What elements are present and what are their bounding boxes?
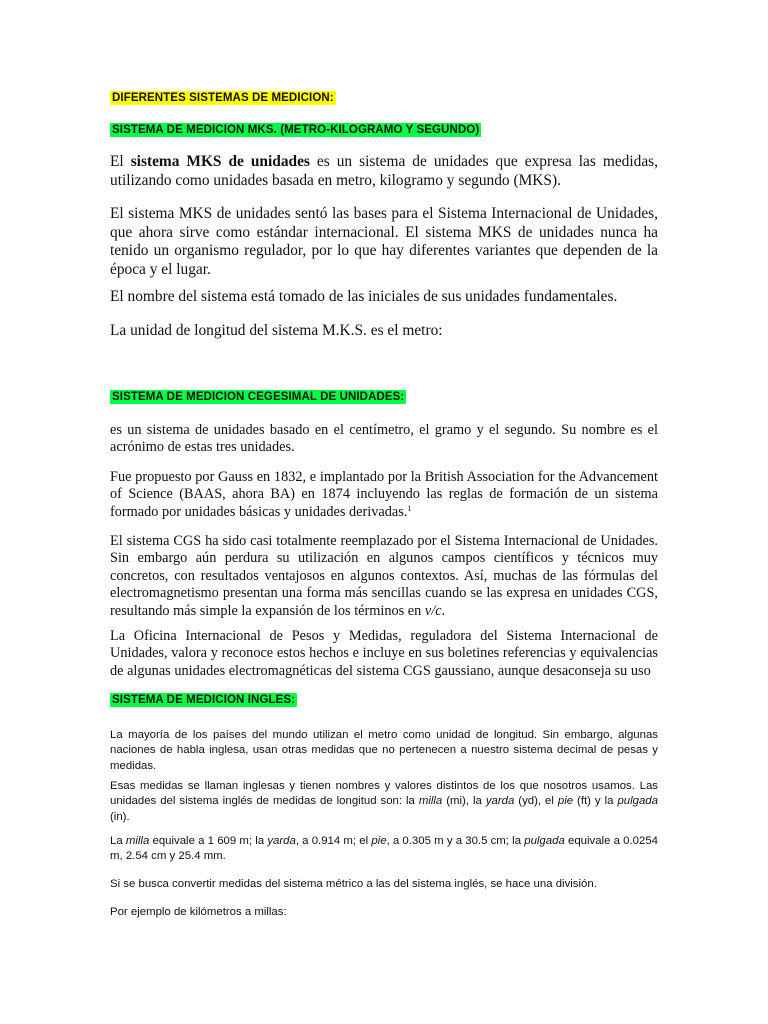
ingles-p2-milla: milla — [418, 795, 443, 808]
ingles-p3-pie: pie — [371, 835, 387, 847]
cgs-heading — [110, 387, 658, 405]
ingles-p2-b: (mi), la — [442, 795, 486, 808]
ingles-p3-c: , a 0.914 m; el — [295, 835, 372, 847]
mks-paragraph-3: El nombre del sistema está tomado de las iniciales de sus unidades fundamentales. — [110, 288, 618, 305]
ingles-p3-e: equivale a 0.0254 m, 2.54 cm y 25.4 mm. — [110, 835, 658, 863]
ingles-p2-yarda: yarda — [485, 795, 515, 808]
mks-paragraph-1 — [110, 153, 658, 190]
ingles-paragraph-1: La mayoría de los países del mundo utilizan el metro como unidad de longitud. Sin embargo, algunas naciones de habla inglesa, usan otras medidas que no pertenecen a nuestro sistema decimal de pesas y medidas. — [110, 729, 658, 772]
ingles-p3-d: , a 0.305 m y a 30.5 cm; la — [386, 835, 525, 847]
ingles-p2-pulgada: pulgada — [617, 795, 658, 808]
main-heading-text: DIFERENTES SISTEMAS DE MEDICION: — [112, 92, 334, 104]
ingles-p3-a: La — [110, 835, 126, 847]
ingles-p3-milla: milla — [125, 835, 150, 847]
cgs-paragraph-4: La Oficina Internacional de Pesos y Medidas, reguladora del Sistema Internacional de Unidades, valora y reconoce estos hechos e incluye en sus boletines referencias y equivalencias de algunas unidades electromagnéticas del sistema CGS gaussiano, aunque desaconseja su uso — [110, 628, 658, 679]
mks-heading-text: SISTEMA DE MEDICION MKS. (METRO-KILOGRAMO Y SEGUNDO) — [112, 124, 480, 136]
ingles-p2-e: (in). — [110, 810, 130, 823]
ingles-heading-text: SISTEMA DE MEDICION INGLES: — [112, 694, 296, 706]
ingles-p2-c: (yd), el — [514, 795, 558, 808]
ingles-paragraph-5: Por ejemplo de kilómetros a millas: — [110, 906, 287, 918]
ingles-paragraph-3 — [110, 834, 658, 865]
cgs-p2-text: Fue propuesto por Gauss en 1832, e implantado por la British Association for the Advancement of Science (BAAS, ahora BA) en 1874 incluyendo las reglas de formación de un sistema formado por unidades básicas y unidades derivadas. — [110, 469, 658, 520]
cgs-p3-text: El sistema CGS ha sido casi totalmente reemplazado por el Sistema Internacional de Unidades. Sin embargo aún perdura su utilización en algunos campos científicos y técnicos muy concretos, con resultados ventajosos en algunos contextos. Así, muchas de las fórmulas del electromagnetismo presentan una forma más sencillas cuando se las expresa en unidades CGS, resultando más simple la expansión de los términos en — [110, 533, 658, 619]
mks-heading — [110, 120, 658, 138]
main-heading — [110, 88, 658, 106]
cgs-paragraph-1: es un sistema de unidades basado en el centímetro, el gramo y el segundo. Su nombre es el acrónimo de estas tres unidades. — [110, 422, 658, 456]
ingles-p3-b: equivale a 1 609 m; la — [149, 835, 268, 847]
mks-p1-pre: El — [110, 153, 131, 170]
ingles-heading — [110, 690, 658, 708]
ingles-p2-d: (ft) y la — [573, 795, 618, 808]
ingles-p2-pie: pie — [557, 795, 574, 808]
ingles-paragraph-4: Si se busca convertir medidas del sistema métrico a las del sistema inglés, se hace una división. — [110, 878, 597, 890]
cgs-paragraph-2 — [110, 469, 658, 521]
ingles-p2-a: Esas medidas se llaman inglesas y tienen nombres y valores distintos de los que nosotros usamos. Las unidades del sistema inglés de medidas de longitud son: la — [110, 780, 658, 808]
ingles-p3-pulgada: pulgada — [524, 835, 565, 847]
mks-paragraph-4: La unidad de longitud del sistema M.K.S. es el metro: — [110, 322, 443, 339]
footnote-marker: 1 — [407, 503, 412, 513]
cgs-paragraph-3 — [110, 533, 658, 620]
ingles-paragraph-2 — [110, 779, 658, 825]
mks-paragraph-2: El sistema MKS de unidades sentó las bases para el Sistema Internacional de Unidades, que ahora sirve como estándar internacional. El sistema MKS de unidades nunca ha tenido un organismo regulador, por lo que hay diferentes variantes que dependen de la época y el lugar. — [110, 205, 658, 278]
cgs-p3-italic: v/c — [424, 602, 442, 619]
mks-p1-bold: sistema MKS de unidades — [130, 153, 310, 170]
mks-p1-post: es un sistema de unidades que expresa las medidas, utilizando como unidades basada en metro, kilogramo y segundo (MKS). — [110, 153, 658, 189]
ingles-p3-yarda: yarda — [267, 835, 296, 847]
cgs-heading-text: SISTEMA DE MEDICION CEGESIMAL DE UNIDADES: — [112, 391, 405, 403]
cgs-p3-end: . — [441, 602, 446, 619]
